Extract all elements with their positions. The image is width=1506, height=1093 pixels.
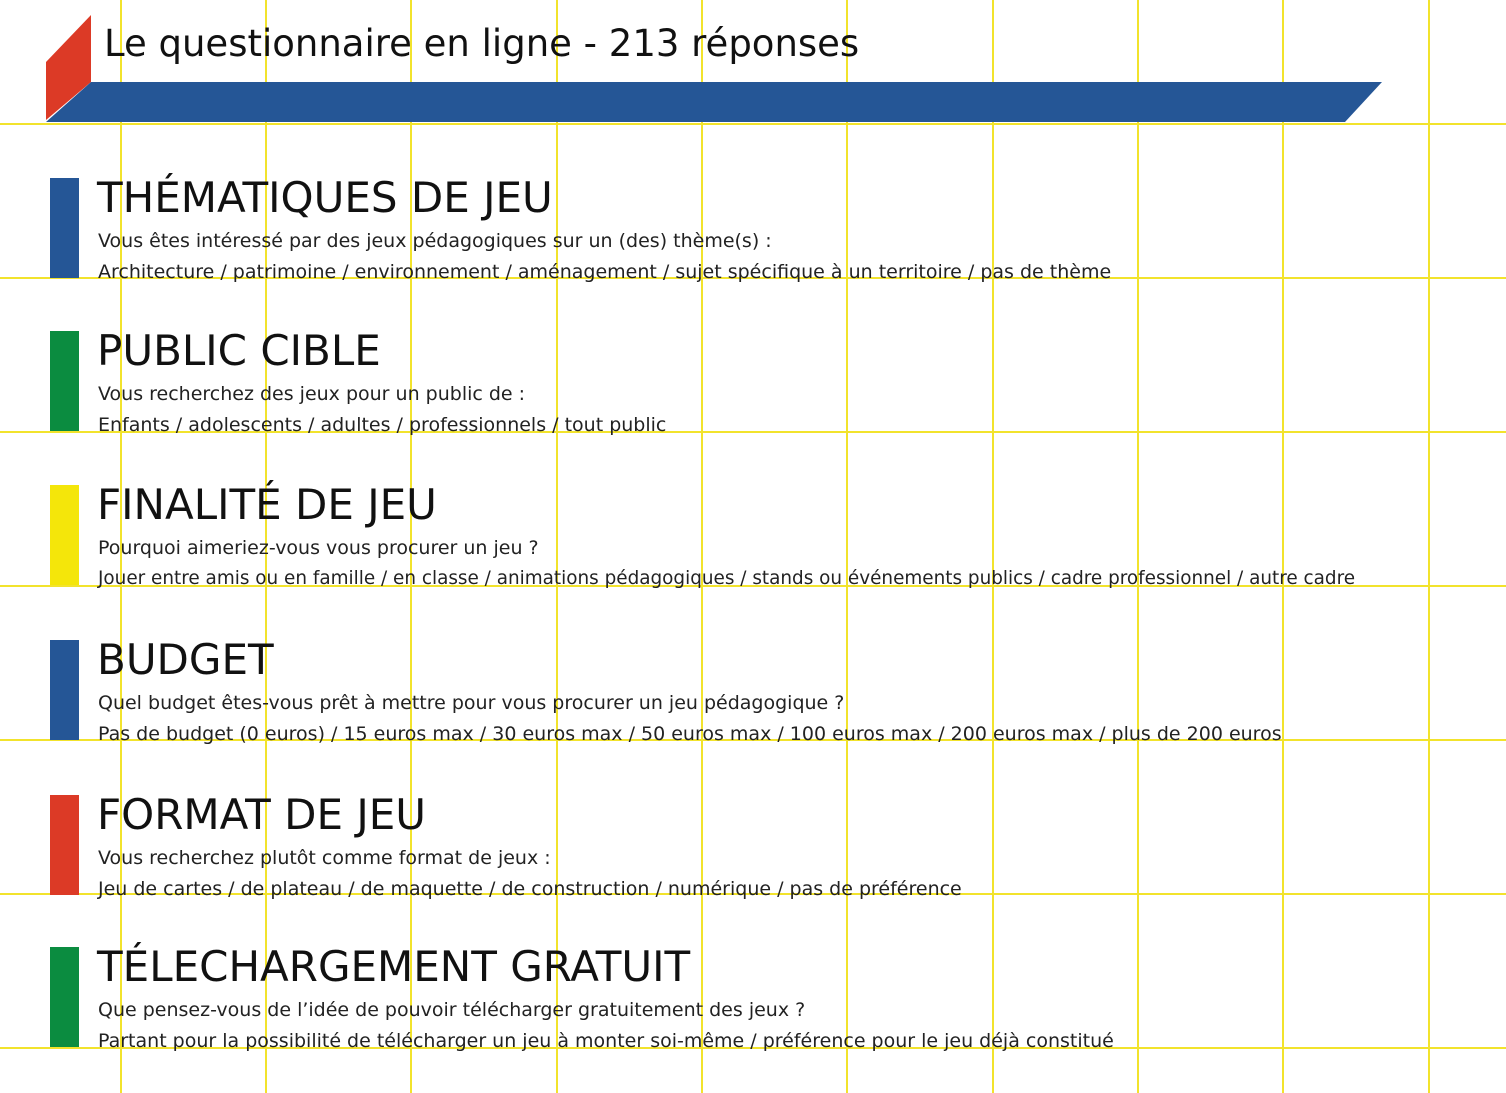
section-title: FINALITÉ DE JEU: [97, 480, 437, 529]
section-thematiques: [0, 173, 1506, 288]
section-budget: [0, 635, 1506, 750]
section-options: Architecture / patrimoine / environnement / aménagement / sujet spécifique à un territoire / pas de thème: [98, 261, 1112, 283]
section-question: Vous êtes intéressé par des jeux pédagogiques sur un (des) thème(s) :: [98, 230, 772, 252]
section-format: [0, 790, 1506, 905]
section-options: Jouer entre amis ou en famille / en classe / animations pédagogiques / stands ou événements publics / cadre professionnel / autre cadre: [98, 568, 1356, 589]
section-color-bar: [50, 331, 79, 431]
section-title: THÉMATIQUES DE JEU: [97, 173, 553, 222]
section-title: FORMAT DE JEU: [97, 790, 427, 839]
section-color-bar: [50, 947, 79, 1047]
section-color-bar: [50, 485, 79, 585]
section-title: PUBLIC CIBLE: [97, 326, 381, 375]
section-color-bar: [50, 795, 79, 895]
section-question: Vous recherchez plutôt comme format de jeux :: [98, 847, 551, 869]
section-title: BUDGET: [97, 635, 274, 684]
section-question: Vous recherchez des jeux pour un public de :: [98, 383, 526, 405]
section-options: Partant pour la possibilité de télécharger un jeu à monter soi-même / préférence pour le jeu déjà constitué: [98, 1030, 1114, 1052]
page-title: Le questionnaire en ligne - 213 réponses: [104, 22, 860, 65]
section-question: Pourquoi aimeriez-vous vous procurer un jeu ?: [98, 537, 539, 559]
section-options: Enfants / adolescents / adultes / professionnels / tout public: [98, 414, 667, 436]
section-question: Quel budget êtes-vous prêt à mettre pour vous procurer un jeu pédagogique ?: [98, 692, 845, 714]
banner-blue-stripe: [46, 82, 1382, 122]
section-title: TÉLECHARGEMENT GRATUIT: [97, 942, 691, 991]
section-options: Jeu de cartes / de plateau / de maquette / de construction / numérique / pas de préférence: [98, 878, 962, 900]
section-finalite: [0, 480, 1506, 595]
section-question: Que pensez-vous de l’idée de pouvoir télécharger gratuitement des jeux ?: [98, 999, 806, 1021]
section-telechargement: [0, 942, 1506, 1057]
header-banner: [0, 0, 1506, 130]
section-color-bar: [50, 640, 79, 740]
section-public-cible: [0, 326, 1506, 441]
section-options: Pas de budget (0 euros) / 15 euros max / 30 euros max / 50 euros max / 100 euros max / 200 euros max / plus de 200 euros: [98, 723, 1282, 745]
section-color-bar: [50, 178, 79, 278]
